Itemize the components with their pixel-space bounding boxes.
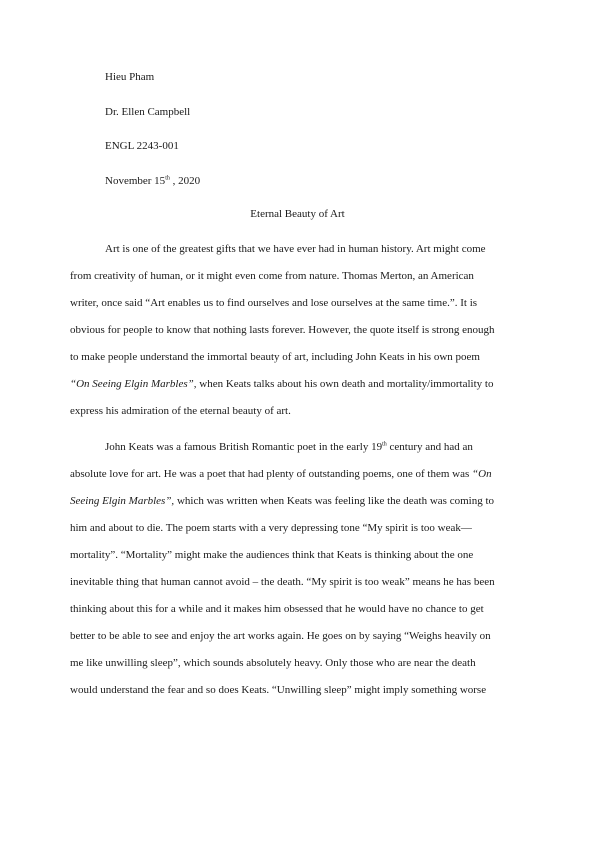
paragraph-1-line-3: writer, once said “Art enables us to find ourselves and lose ourselves at the same time.”. It is — [70, 297, 478, 309]
paragraph-2-line-5: mortality”. “Mortality” might make the audiences think that Keats is thinking about the one — [70, 549, 474, 561]
poem-title-italic-start: “On — [472, 468, 492, 480]
paragraph-1-line-5: to make people understand the immortal beauty of art, including John Keats in his own poem — [70, 351, 480, 363]
paragraph-1-line-4: obvious for people to know that nothing lasts forever. However, the quote itself is strong enough — [70, 324, 495, 336]
essay-title: Eternal Beauty of Art — [250, 208, 345, 220]
paragraph-2-line-2-a: absolute love for art. He was a poet that had plenty of outstanding poems, one of them was — [70, 468, 473, 480]
paragraph-2-line-1 — [105, 440, 473, 454]
date-line — [105, 174, 200, 188]
paragraph-2-line-9: me like unwilling sleep”, which sounds absolutely heavy. Only those who are near the death — [70, 657, 476, 669]
paragraph-1-line-7: express his admiration of the eternal beauty of art. — [70, 405, 291, 417]
century-suffix: th — [382, 441, 387, 448]
paragraph-1-line-6-rest: when Keats talks about his own death and mortality/immortality to — [196, 378, 494, 390]
author-name: Hieu Pham — [105, 71, 155, 83]
paragraph-2-line-6: inevitable thing that human cannot avoid – the death. “My spirit is too weak” means he has been — [70, 576, 495, 588]
paragraph-2-line-4: him and about to die. The poem starts with a very depressing tone “My spirit is too weak— — [70, 522, 472, 534]
paragraph-2-line-1-a: John Keats was a famous British Romantic poet in the early 19 — [105, 441, 383, 453]
paragraph-2-line-2 — [70, 467, 492, 481]
paragraph-2-line-3-rest: which was written when Keats was feeling like the death was coming to — [174, 495, 495, 507]
paragraph-1-line-6 — [70, 377, 493, 391]
paragraph-1-line-2: from creativity of human, or it might even come from nature. Thomas Merton, an American — [70, 270, 474, 282]
poem-title-italic-end: Seeing Elgin Marbles”, — [70, 495, 175, 507]
paragraph-2-line-10: would understand the fear and so does Keats. “Unwilling sleep” might imply something worse — [70, 684, 487, 696]
date-month-day: November 15 — [105, 175, 166, 187]
date-suffix: th — [165, 175, 170, 182]
paragraph-2-line-1-b: century and had an — [386, 441, 473, 453]
paragraph-2-line-8: better to be able to see and enjoy the art works again. He goes on by saying “Weighs heavily on — [70, 630, 491, 642]
paragraph-2-line-7: thinking about this for a while and it makes him obsessed that he would have no chance to get — [70, 603, 484, 615]
paragraph-2-line-3 — [70, 494, 494, 508]
date-year: , 2020 — [169, 175, 201, 187]
poem-title-italic: “On Seeing Elgin Marbles”, — [70, 378, 197, 390]
instructor-name: Dr. Ellen Campbell — [105, 106, 191, 118]
course-code: ENGL 2243-001 — [105, 140, 179, 152]
paragraph-1-line-1: Art is one of the greatest gifts that we have ever had in human history. Art might come — [105, 243, 486, 255]
